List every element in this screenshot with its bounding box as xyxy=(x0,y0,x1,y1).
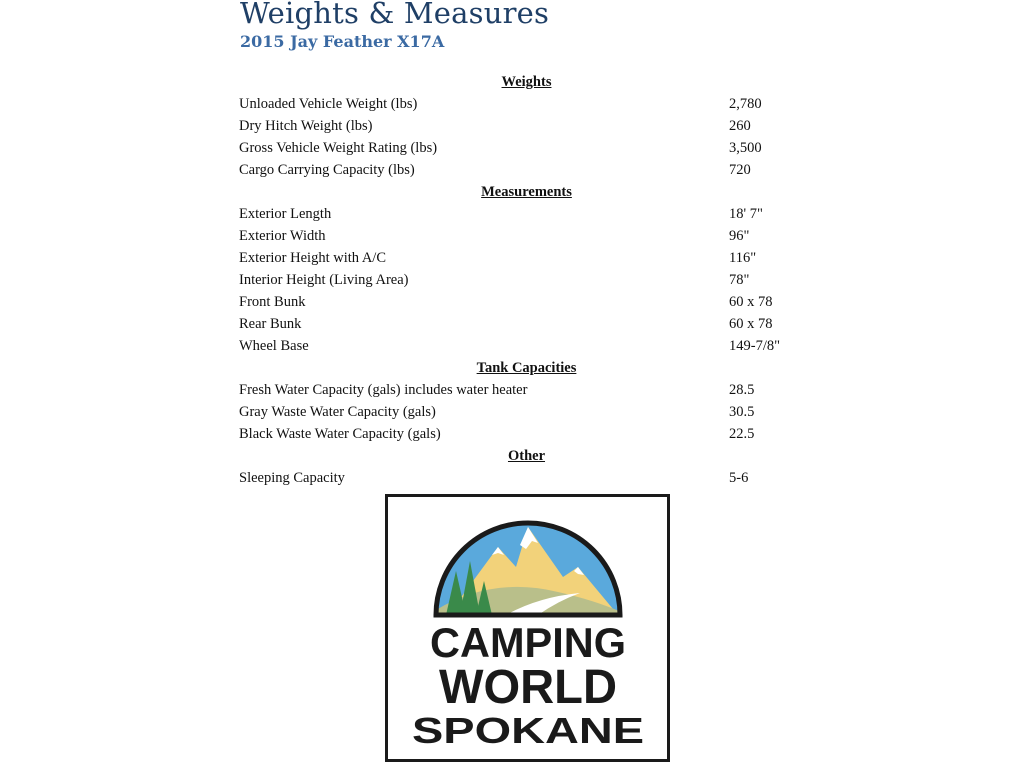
camping-world-logo xyxy=(385,494,670,762)
spec-label: Dry Hitch Weight (lbs) xyxy=(239,118,373,134)
spec-value: 116" xyxy=(729,250,757,266)
spec-value: 28.5 xyxy=(729,382,755,398)
spec-label: Cargo Carrying Capacity (lbs) xyxy=(239,162,415,178)
spec-row xyxy=(239,247,814,269)
section-heading: Tank Capacities xyxy=(476,360,577,376)
spec-label: Exterior Width xyxy=(239,228,326,244)
spec-value: 60 x 78 xyxy=(729,316,773,332)
logo-text-spokane: SPOKANE xyxy=(412,710,644,751)
spec-value: 60 x 78 xyxy=(729,294,773,310)
spec-label: Exterior Height with A/C xyxy=(239,250,386,266)
spec-sections xyxy=(239,71,814,489)
spec-row xyxy=(239,137,814,159)
spec-value: 2,780 xyxy=(729,96,762,112)
spec-row xyxy=(239,203,814,225)
spec-row xyxy=(239,423,814,445)
logo-text-camping: CAMPING xyxy=(430,619,626,666)
spec-value: 22.5 xyxy=(729,426,755,442)
spec-value: 96" xyxy=(729,228,750,244)
logo-text-world: WORLD xyxy=(439,661,617,714)
spec-row xyxy=(239,115,814,137)
spec-value: 30.5 xyxy=(729,404,755,420)
page-subtitle: 2015 Jay Feather X17A xyxy=(240,32,445,51)
section-heading: Measurements xyxy=(481,184,572,200)
spec-row xyxy=(239,313,814,335)
spec-label: Front Bunk xyxy=(239,294,306,310)
spec-row xyxy=(239,93,814,115)
spec-value: 18' 7" xyxy=(729,206,763,222)
spec-row xyxy=(239,225,814,247)
spec-label: Wheel Base xyxy=(239,338,309,354)
spec-row xyxy=(239,379,814,401)
logo-graphic xyxy=(388,497,667,759)
spec-row xyxy=(239,159,814,181)
spec-row xyxy=(239,401,814,423)
page-title: Weights & Measures xyxy=(240,0,550,30)
spec-value: 260 xyxy=(729,118,751,134)
spec-value: 149-7/8" xyxy=(729,338,781,354)
spec-label: Unloaded Vehicle Weight (lbs) xyxy=(239,96,418,112)
spec-label: Exterior Length xyxy=(239,206,332,222)
spec-row xyxy=(239,269,814,291)
spec-label: Interior Height (Living Area) xyxy=(239,272,409,288)
spec-label: Sleeping Capacity xyxy=(239,470,345,486)
spec-value: 720 xyxy=(729,162,751,178)
spec-label: Black Waste Water Capacity (gals) xyxy=(239,426,441,442)
spec-row xyxy=(239,291,814,313)
spec-label: Fresh Water Capacity (gals) includes water heater xyxy=(239,382,528,398)
spec-value: 78" xyxy=(729,272,750,288)
spec-label: Gray Waste Water Capacity (gals) xyxy=(239,404,436,420)
spec-label: Rear Bunk xyxy=(239,316,302,332)
spec-row xyxy=(239,467,814,489)
spec-value: 5-6 xyxy=(729,470,749,486)
spec-row xyxy=(239,335,814,357)
section-heading: Weights xyxy=(501,74,552,90)
spec-value: 3,500 xyxy=(729,140,762,156)
spec-label: Gross Vehicle Weight Rating (lbs) xyxy=(239,140,438,156)
section-heading: Other xyxy=(507,448,546,464)
